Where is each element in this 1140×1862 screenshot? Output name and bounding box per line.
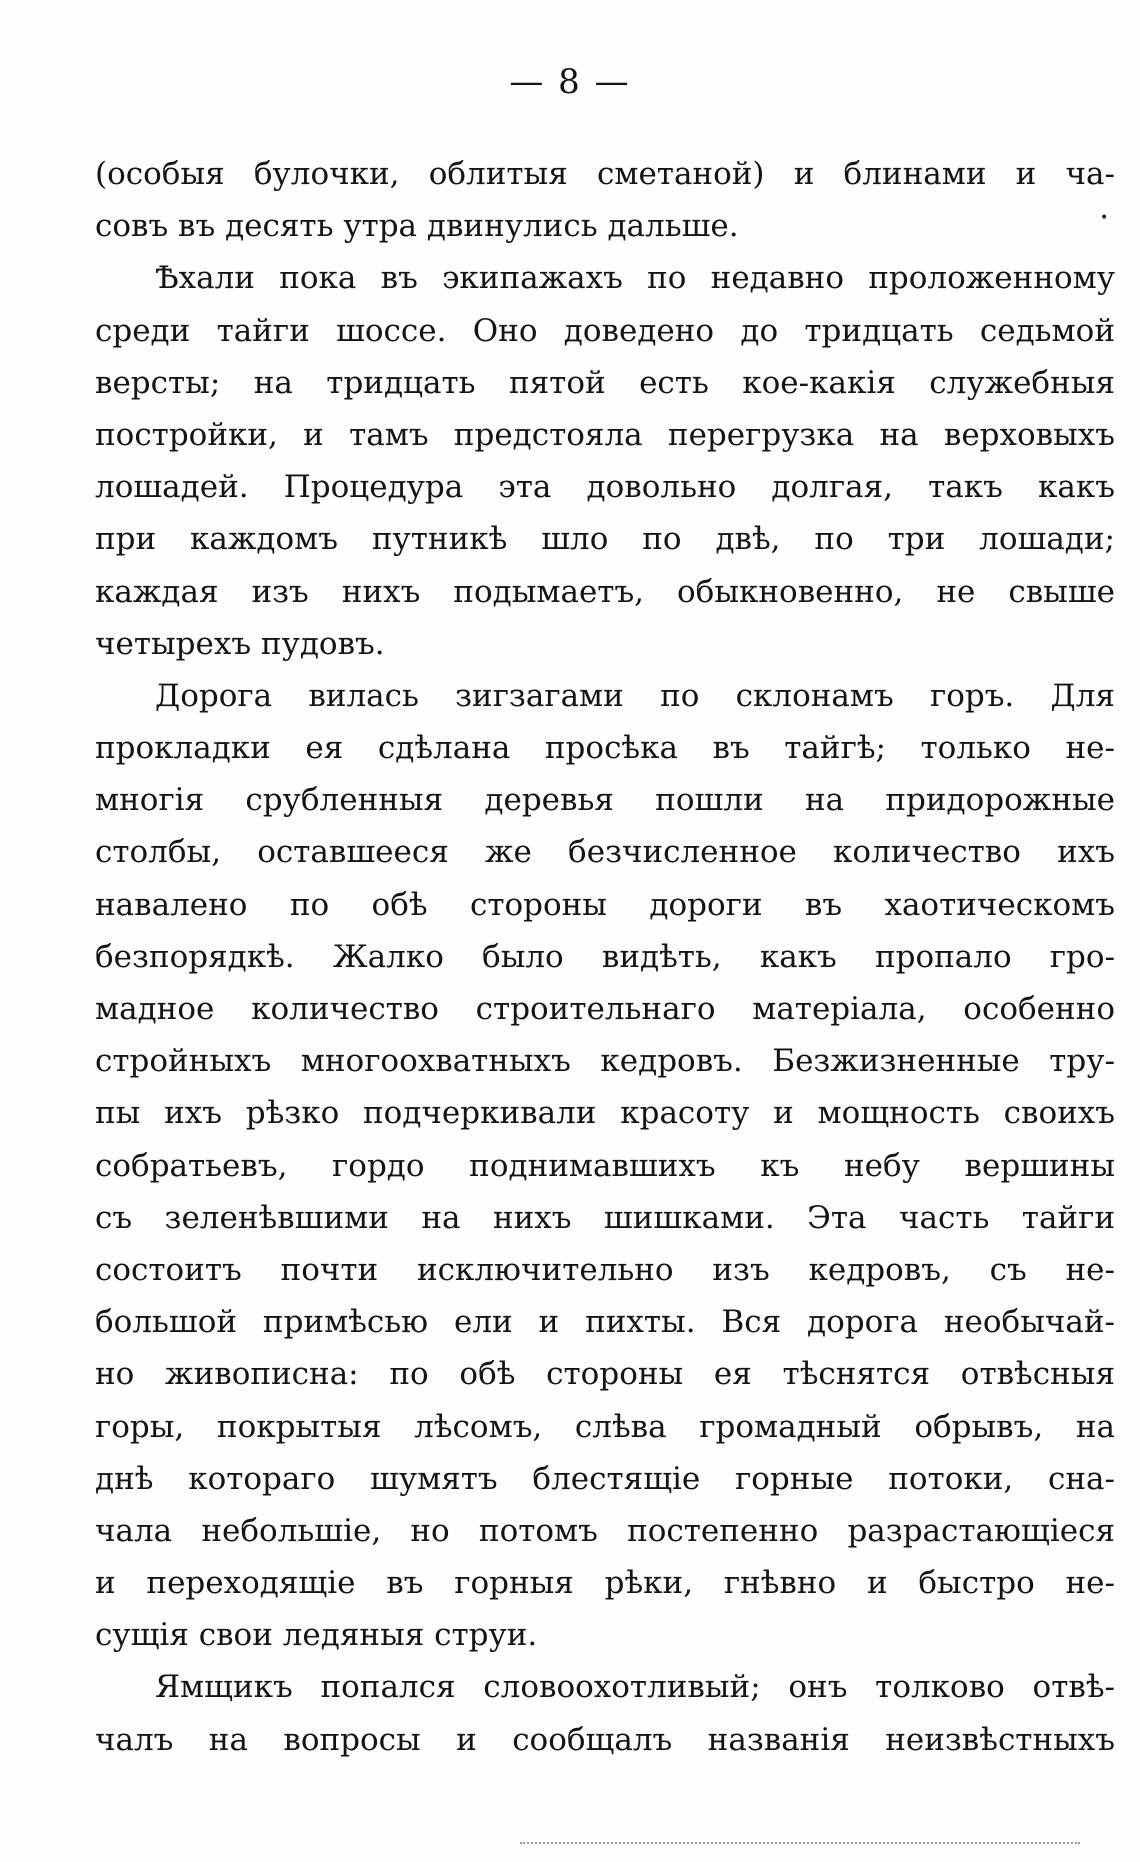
text-line: горы, покрытыя лѣсомъ, слѣва громадный обрывъ, на [95,1408,1115,1445]
text-line: но живописна: по обѣ стороны ея тѣснятся отвѣсныя [95,1356,1115,1393]
text-line: днѣ котораго шумятъ блестящіе горные потоки, сна- [95,1460,1115,1497]
text-line: навалено по обѣ стороны дороги въ хаотическомъ [95,886,1115,923]
text-line: пы ихъ рѣзко подчеркивали красоту и мощность своихъ [95,1095,1115,1132]
text-line: большой примѣсью ели и пихты. Вся дорога необычай- [95,1304,1115,1341]
text-line: прокладки ея сдѣлана просѣка въ тайгѣ; только не- [95,730,1115,767]
text-line: постройки, и тамъ предстояла перегрузка на верховыхъ [95,416,1115,453]
print-speck: • [1100,210,1109,226]
text-line: лошадей. Процедура эта довольно долгая, такъ какъ [95,469,1115,506]
text-line: чала небольшіе, но потомъ постепенно разрастающіеся [95,1512,1115,1549]
text-line: состоитъ почти исключительно изъ кедровъ, съ не- [95,1251,1115,1288]
text-line: и переходящіе въ горныя рѣки, гнѣвно и быстро не- [95,1565,1115,1602]
text-line: чалъ на вопросы и сообщалъ названія неизвѣстныхъ [95,1721,1115,1758]
text-line: версты; на тридцать пятой есть кое-какія служебныя [95,364,1115,401]
text-line: Дорога вилась зигзагами по склонамъ горъ. Для [155,677,1115,714]
text-line: стройныхъ многоохватныхъ кедровъ. Безжизненные тру- [95,1043,1115,1080]
text-line: Ямщикъ попался словоохотливый; онъ толково отвѣ- [155,1669,1115,1706]
body-text [95,148,1115,1766]
text-line: собратьевъ, гордо поднимавшихъ къ небу вершины [95,1147,1115,1184]
text-line: съ зеленѣвшими на нихъ шишками. Эта часть тайги [95,1199,1115,1236]
page-number: — 8 — [509,62,631,102]
text-line: четырехъ пудовъ. [95,625,385,662]
text-line: среди тайги шоссе. Оно доведено до тридцать седьмой [95,312,1115,349]
text-line: сущія свои ледяныя струи. [95,1617,538,1654]
text-line: мадное количество строительнаго матеріала, особенно [95,991,1115,1027]
text-line: безпорядкѣ. Жалко было видѣть, какъ пропало гро- [95,938,1115,975]
text-line: Ѣхали пока въ экипажахъ по недавно проложенному [155,260,1115,297]
text-line: при каждомъ путникѣ шло по двѣ, по три лошади; [95,521,1115,558]
text-line: (особыя булочки, облитыя сметаной) и блинами и ча- [95,156,1115,192]
text-line: совъ въ десять утра двинулись дальше. [95,208,739,245]
bottom-edge-noise [520,1842,1080,1850]
text-line: столбы, оставшееся же безчисленное количество ихъ [95,834,1115,871]
text-line: многія срубленныя деревья пошли на придорожные [95,782,1115,819]
text-line: каждая изъ нихъ подымаетъ, обыкновенно, не свыше [95,573,1115,610]
